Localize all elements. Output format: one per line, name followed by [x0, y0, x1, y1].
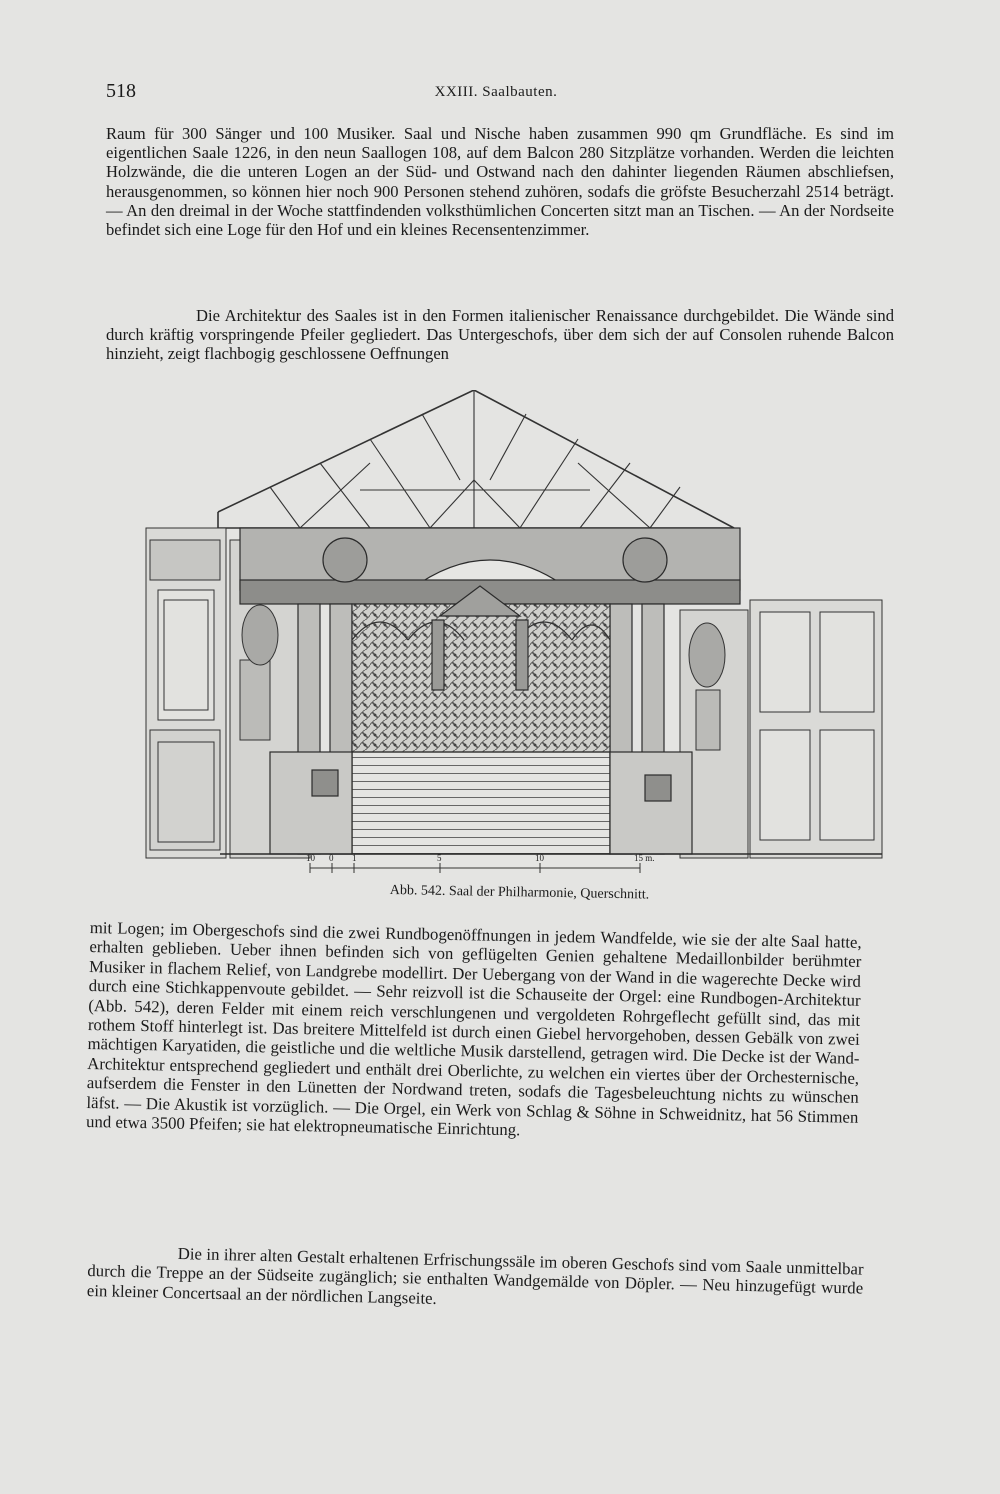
paragraph-capacity — [106, 124, 894, 239]
section-title: XXIII. Saalbauten. — [434, 84, 558, 100]
right-wing — [680, 600, 882, 858]
cross-section-drawing — [140, 390, 890, 910]
scale-label: 5 — [437, 853, 442, 863]
paragraph-organ — [86, 918, 862, 1146]
paragraph-text: Die in ihrer alten Gestalt erhaltenen Erfrischungssäle im oberen Geschofs sind vom Saale unmittelbar durch die Treppe an der Südseite zugänglich; sie enthalten Wandgemälde von Döpler. — Neu hinzugefügt wurde ein kleiner Concertsaal an der nördlichen Langseite. — [86, 1244, 864, 1308]
figure-caption: Abb. 542. Saal der Philharmonie, Querschnitt. — [389, 883, 650, 903]
scale-label: 0 — [329, 853, 334, 863]
paragraph-text: mit Logen; im Obergeschofs sind die zwei Rundbogenöffnungen in jedem Wandfelde, wie sie der alte Saal hatte, erhalten geblieben. Ueber ihnen befinden sich von geflügelten Genien gehaltene Medaillonbilder berühmter Musiker in flachem Relief, von Landgrebe modellirt. Der Uebergang von der Wand in die wagerechte Decke wird durch eine Stichkappenvoute gebildet. — Sehr reizvoll ist die Schauseite der Orgel: eine Rundbogen-Architektur (Abb. 542), deren Felder mit einem reich verschlungenen und vergoldeten Rohrgeflecht gefüllt sind, das mit rothem Stoff hinterlegt ist. Das breitere Mittelfeld ist durch einen Giebel hervorgehoben, dessen Gebälk von zwei mächtigen Karyatiden, die geistliche und die weltliche Musik darstellend, getragen wird. Die Decke ist der Wand-Architektur entsprechend gegliedert und enthält drei Oberlichte, zu welchen ein viertes über der Orchesternische, aufserdem die Fenster in den Lünetten der Nordwand treten, sodafs die Tagesbeleuchtung nichts zu wünschen läfst. — Die Akustik ist vorzüglich. — Die Orgel, ein Werk von Schlag & Söhne in Schweidnitz, hat 56 Stimmen und etwa 3500 Pfeifen; sie hat elektropneumatische Einrichtung. — [85, 918, 862, 1140]
scale-label: 15 m. — [634, 853, 655, 863]
paragraph-text: Raum für 300 Sänger und 100 Musiker. Saal und Nische haben zusammen 990 qm Grundfläche. Es sind im eigentlichen Saale 1226, in den neun Saallogen 108, auf dem Balcon 280 Sitzplätze vorhanden. Werden die leichten Holzwände, die die unteren Logen an der Süd- und Ostwand nach den dahinter liegenden Räumen abschliefsen, herausgenommen, so können hier noch 900 Personen stehend zuhören, sodafs die gröfste Besucherzahl 2514 beträgt. — An den dreimal in der Woche stattfindenden volksthümlichen Concerten sitzt man an Tischen. — An der Nordseite befindet sich eine Loge für den Hof und ein kleines Recensentenzimmer. — [106, 124, 894, 240]
paragraph-architecture — [106, 306, 894, 364]
paragraph-text: Die Architektur des Saales ist in den Formen italienischer Renaissance durchgebildet. Die Wände sind durch kräftig vorspringende Pfeiler gegliedert. Das Untergeschofs, über dem sich der auf Consolen ruhende Balcon hinzieht, zeigt flachbogig geschlossene Oeffnungen — [106, 306, 894, 364]
scale-label: 1 — [352, 853, 357, 863]
scale-bar — [310, 863, 640, 873]
cross-section-figure — [140, 390, 890, 910]
scale-label: 10 — [535, 853, 544, 863]
scale-label: 10 — [306, 853, 315, 863]
roof-truss — [218, 390, 734, 528]
running-head — [106, 80, 896, 110]
page-number: 518 — [106, 80, 136, 102]
paragraph-refreshment-rooms — [87, 1242, 864, 1318]
